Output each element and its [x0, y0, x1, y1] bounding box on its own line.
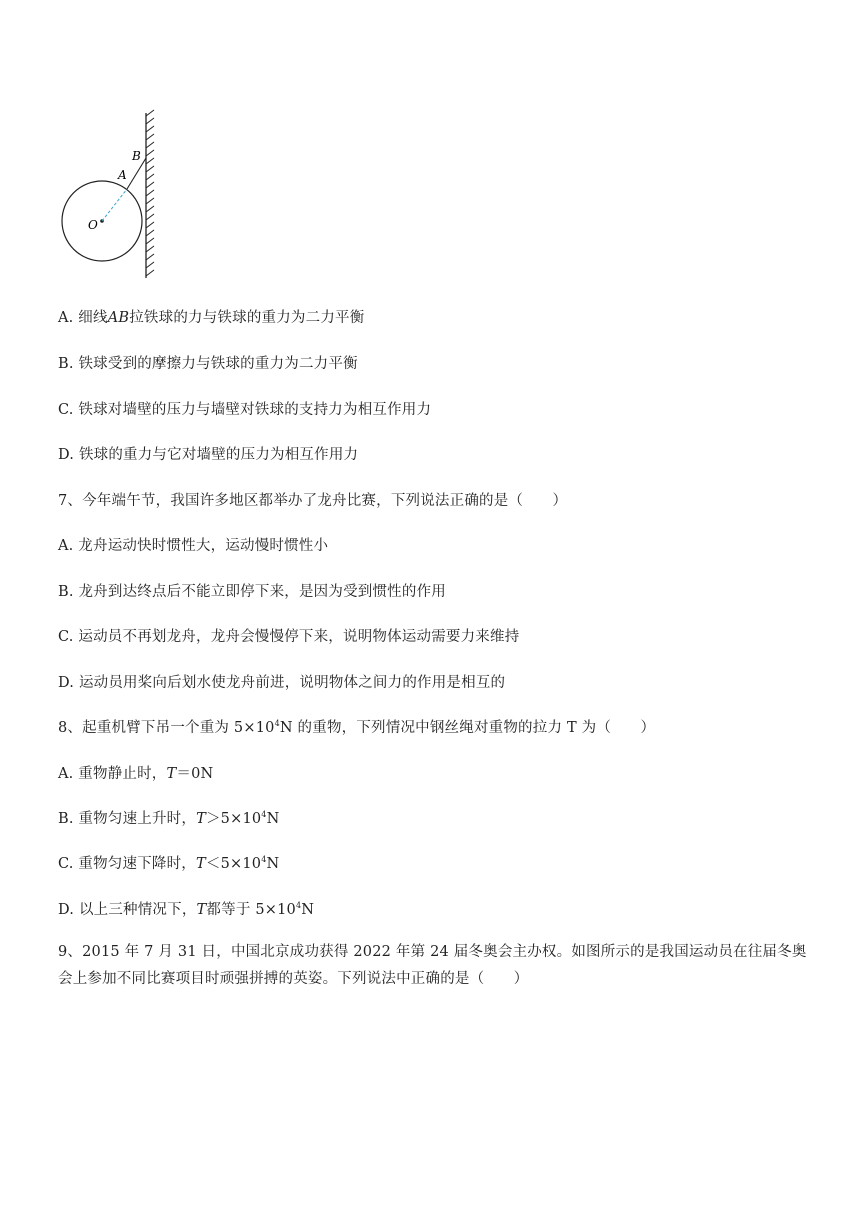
q8-option-d [58, 898, 314, 919]
option-letter: D. [58, 675, 75, 691]
option-text-post: ＜5×10 [205, 856, 262, 872]
q7-option-a [58, 534, 328, 555]
option-letter: A. [58, 766, 74, 782]
q8-stem [58, 716, 655, 737]
option-letter: B. [58, 811, 74, 827]
option-letter: B. [58, 584, 74, 600]
option-text-pre: 重物匀速上升时， [78, 811, 197, 827]
option-text-post: 拉铁球的力与铁球的重力为二力平衡 [129, 310, 365, 326]
ball-wall-diagram [56, 108, 166, 283]
label-a: A [118, 168, 127, 182]
variable-t: T [166, 766, 177, 782]
option-text: 运动员不再划龙舟，龙舟会慢慢停下来，说明物体运动需要力来维持 [78, 629, 520, 645]
question-stem-pre: 8、起重机臂下吊一个重为 5×10 [58, 720, 275, 736]
question-stem: 9、2015 年 7 月 31 日，中国北京成功获得 2022 年第 24 届冬奥会主办权。如图所示的是我国运动员在往届冬奥会上参加不同比赛项目时顽强拼搏的英姿。下列说法中正确的是（ ） [58, 944, 807, 987]
label-b: B [132, 149, 141, 163]
variable-t: T [196, 902, 207, 918]
option-letter: D. [58, 902, 75, 918]
option-text: 铁球受到的摩擦力与铁球的重力为二力平衡 [78, 356, 358, 372]
q7-option-c [58, 625, 519, 646]
option-text: 铁球对墙壁的压力与墙壁对铁球的支持力为相互作用力 [78, 402, 432, 418]
option-text-italic: AB [107, 310, 130, 326]
question-stem: 7、今年端午节，我国许多地区都举办了龙舟比赛，下列说法正确的是（ ） [58, 493, 568, 509]
option-text-pre: 重物匀速下降时， [78, 856, 197, 872]
q6-option-b [58, 352, 358, 373]
option-letter: A. [58, 310, 74, 326]
exponent: 4 [261, 810, 267, 819]
unit: N [266, 856, 280, 872]
option-text-pre: 以上三种情况下， [78, 902, 197, 918]
ball-wall-figure [56, 108, 166, 283]
exponent: 4 [295, 901, 302, 910]
unit: N [301, 902, 315, 918]
wall-hatching [146, 110, 154, 276]
option-letter: D. [58, 447, 75, 463]
variable-t: T [196, 811, 206, 827]
option-letter: A. [58, 538, 74, 554]
q7-option-b [58, 580, 446, 601]
option-text-pre: 细线 [78, 310, 108, 326]
option-text: 运动员用桨向后划水使龙舟前进，说明物体之间力的作用是相互的 [78, 675, 506, 691]
option-text-post: ＝0N [176, 766, 214, 782]
q9-stem [58, 939, 808, 993]
option-letter: B. [58, 356, 74, 372]
q8-option-c [58, 852, 279, 873]
option-text-post: 都等于 5×10 [206, 902, 296, 918]
q8-option-b [58, 807, 279, 828]
q6-option-a [58, 306, 364, 327]
exponent: 4 [261, 855, 267, 864]
option-text-post: ＞5×10 [205, 811, 262, 827]
radius-dashed-line [102, 189, 127, 221]
option-letter: C. [58, 629, 74, 645]
q7-option-d [58, 671, 505, 692]
exponent: 4 [274, 719, 280, 728]
question-stem-post: N 的重物，下列情况中钢丝绳对重物的拉力 T 为（ ） [279, 720, 656, 736]
q7-stem [58, 489, 567, 510]
unit: N [266, 811, 280, 827]
q6-option-d [58, 443, 358, 464]
option-letter: C. [58, 402, 74, 418]
q6-option-c [58, 398, 431, 419]
option-text: 龙舟运动快时惯性大，运动慢时惯性小 [78, 538, 329, 554]
variable-t: T [196, 856, 206, 872]
option-letter: C. [58, 856, 74, 872]
label-o: O [88, 218, 98, 232]
option-text: 龙舟到达终点后不能立即停下来，是因为受到惯性的作用 [78, 584, 446, 600]
option-text: 铁球的重力与它对墙壁的压力为相互作用力 [78, 447, 359, 463]
option-text-pre: 重物静止时， [78, 766, 167, 782]
q8-option-a [58, 762, 213, 783]
